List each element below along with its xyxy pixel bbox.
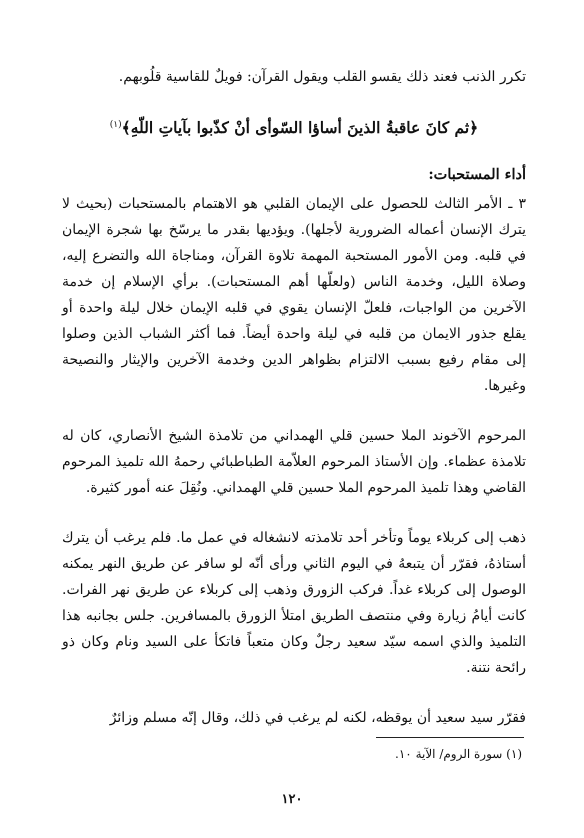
- intro-line: تكرر الذنب فعند ذلك يقسو القلب ويقول القرآن: فويلٌ للقاسية قلُوبهم.: [118, 69, 526, 85]
- section-heading: أداء المستحبات:: [428, 166, 526, 184]
- footnote-divider: [376, 737, 524, 738]
- verse-text: ﴿ثم كانَ عاقبةُ الذينَ أساؤا السّوأى أنْ كذّبوا بآياتِ اللّهِ﴾: [121, 118, 479, 138]
- verse-footnote-ref: (١): [109, 120, 122, 130]
- paragraph-3: ذهب إلى كربلاء يوماً وتأخر أحد تلامذته لانشغاله في عمل ما. فلم يرغب أن يترك أستاذهُ، فقرّر أن يتبعهُ في اليوم الثاني ورأى أنّه لو سافر عن طريق النهر يمكنه الوصول إلى كربلاء غداً. فركب الزورق وذهب إلى كربلاء عن طريق نهر الفرات. كانت أيامُ زيارة وفي منتصف الطريق امتلأ الزورق بالمسافرين. جلس بجانبه هذا التلميذ والذي اسمه سيّد سعيد رجلٌ وكان متعباً فاتكأ على السيد ونام وكان ذو رائحة نتنة.: [62, 530, 526, 677]
- page-number: ١٢٠: [281, 792, 303, 807]
- paragraph-1: ٣ ـ الأمر الثالث للحصول على الإيمان القلبي هو الاهتمام بالمستحبات (بحيث لا يترك الإنسان أعماله الضرورية لأجلها). ويؤديها بقدر ما يرسّخ بها شجرة الإيمان في قلبه. ومن الأمور المستحبة المهمة تلاوة القرآن، ومناجاة الله والتضرع إليه، وصلاة الليل، وخدمة الناس (ولعلّها أهم المستحبات). برأي الإسلام إن خدمة الآخرين من الواجبات، فلعلّ الإنسان يقوي في قلبه الإيمان خلال ليلة واحدة أو يقلع جذور الايمان من قلبه في ليلة واحدة أيضاً. فما أكثر الشباب الذين وصلوا إلى مقام رفيع بسبب الالتزام بظواهر الدين وخدمة الآخرين والإيثار والنصيحة وغيرها.: [62, 196, 526, 395]
- paragraph-2: المرحوم الآخوند الملا حسين قلي الهمداني من تلامذة الشيخ الأنصاري، كان له تلامذة عظماء. وإن الأستاذ المرحوم العلاّمة الطباطبائي رحمهُ الله تلميذ المرحوم القاضي وهذا تلميذ المرحوم الملا حسين قلي الهمداني. ونُقِلَ عنه أمور كثيرة.: [62, 428, 526, 497]
- paragraph-4: فقرّر سيد سعيد أن يوقظه، لكنه لم يرغب في ذلك، وقال إنّه مسلم وزائرٌ: [109, 710, 526, 727]
- quran-verse: [62, 112, 526, 141]
- footnote: (١) سورة الروم/ الآية ١٠.: [395, 747, 522, 761]
